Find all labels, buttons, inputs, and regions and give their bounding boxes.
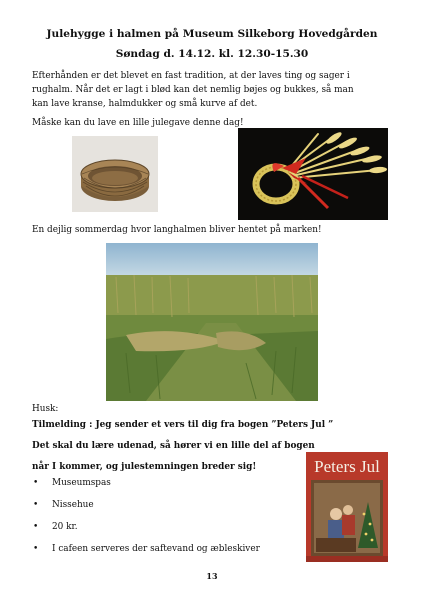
intro-line: Efterhånden er det blevet en fast tradition, at der laves ting og sager i — [32, 71, 350, 81]
signup-text: Tilmelding : Jeg sender et vers til dig fra bogen ”Peters Jul ” — [32, 420, 334, 430]
intro-line: kan lave kranse, halmdukker og små kurve af det. — [32, 99, 258, 109]
book-title: Peters Jul — [314, 457, 380, 476]
signup-text: Det skal du lære udenad, så hører vi en lille del af bogen — [32, 441, 315, 451]
book-cover-image — [306, 452, 388, 562]
list-item: • I cafeen serveres der saftevand og æbleskiver — [33, 544, 260, 554]
event-date: Søndag d. 14.12. kl. 12.30-15.30 — [115, 48, 309, 60]
list-item: • Nissehue — [33, 500, 94, 510]
page-title: Julehygge i halmen på Museum Silkeborg Hovedgården — [46, 28, 378, 40]
straw-wreath-photo — [238, 128, 388, 220]
remember-label: Husk: — [32, 404, 59, 414]
photo-caption: En dejlig sommerdag hvor langhalmen bliver hentet på marken! — [32, 225, 322, 235]
rye-field-photo — [106, 243, 318, 401]
intro-line: rughalm. Når det er lagt i blød kan det nemlig bøjes og bukkes, så man — [32, 85, 354, 95]
list-item: • 20 kr. — [33, 522, 78, 532]
page-number: 13 — [206, 571, 218, 581]
bullet-icon: • — [33, 500, 39, 510]
bullet-icon: • — [33, 544, 39, 554]
list-item: • Museumspas — [33, 478, 111, 488]
bullet-icon: • — [33, 478, 39, 488]
intro-paragraph — [32, 69, 392, 111]
question-text: Måske kan du lave en lille julegave denne dag! — [32, 118, 244, 128]
bring-list — [32, 476, 260, 564]
bullet-icon: • — [33, 522, 39, 532]
signup-text: når I kommer, og julestemningen breder sig! — [32, 462, 257, 472]
straw-basket-photo — [72, 136, 158, 212]
